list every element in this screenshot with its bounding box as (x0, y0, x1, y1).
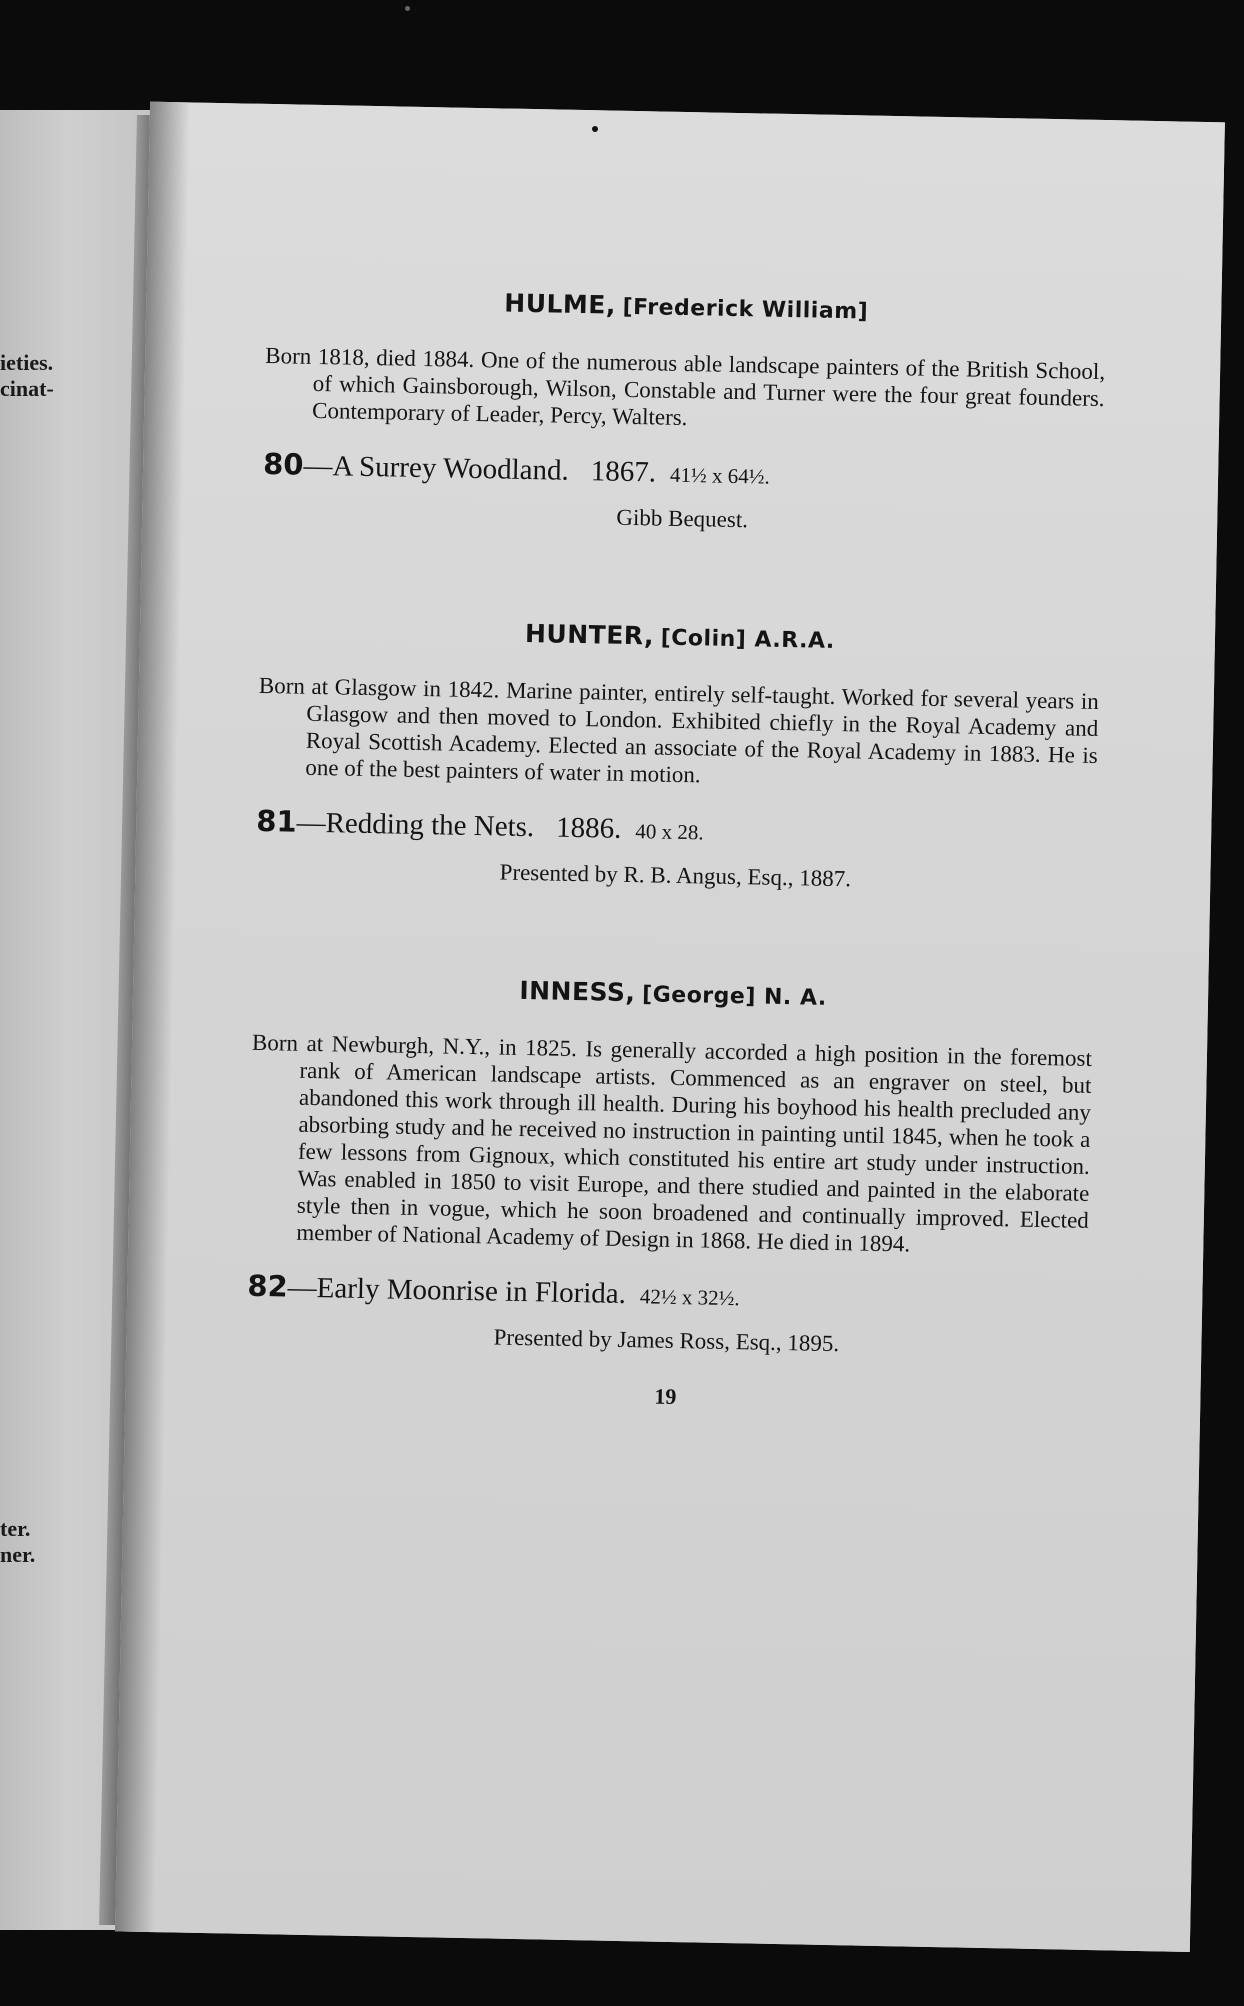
artwork-entry (247, 1269, 1088, 1322)
catalogue-page (115, 102, 1225, 1952)
artwork-credit: Gibb Bequest. (616, 504, 749, 533)
artist-given-name: [Colin] A.R.A. (660, 625, 836, 654)
artist-entry-hunter (255, 614, 1100, 897)
catalogue-number: 80 (262, 446, 304, 482)
left-page-fragment: cinat- (0, 376, 54, 401)
artwork-dimensions: 42½ x 32½. (639, 1284, 740, 1311)
page-number: 19 (654, 1383, 677, 1410)
artist-entry-hulme (262, 284, 1106, 540)
artist-surname: INNESS, (519, 975, 636, 1008)
artwork-dimensions: 41½ x 64½. (669, 462, 770, 489)
print-speck (592, 126, 598, 132)
artwork-credit: Presented by R. B. Angus, Esq., 1887. (499, 859, 852, 892)
artwork-title: —A Surrey Woodland. (303, 449, 570, 487)
artwork-entry (263, 447, 1104, 500)
artist-surname: HULME, (504, 288, 617, 320)
artist-given-name: [Frederick William] (622, 294, 869, 325)
artist-heading (266, 284, 1106, 330)
left-page-fragment: ieties. (0, 350, 54, 375)
artwork-credit: Presented by James Ross, Esq., 1895. (493, 1324, 840, 1357)
artwork-year: 1867. (590, 455, 657, 489)
artist-heading (260, 614, 1100, 660)
artist-surname: HUNTER, (524, 618, 655, 651)
artwork-title: —Redding the Nets. (296, 806, 535, 844)
print-speck (405, 6, 410, 11)
artist-heading (253, 971, 1093, 1017)
artist-entry-inness (246, 971, 1093, 1362)
left-page-fragment: ter. (0, 1516, 31, 1541)
artwork-year: 1886. (555, 811, 622, 845)
catalogue-number: 81 (255, 803, 297, 839)
artwork-dimensions: 40 x 28. (635, 819, 704, 845)
artist-biography: Born at Glasgow in 1842. Marine painter, entirely self-taught. Worked for several years in Glasgow and then moved to London. Exhibited chiefly in the Royal Academy and Royal Scottish Academy. Elected an associate of the Royal Academy in 1883. He is one of the best painters of water in motion. (258, 672, 1099, 788)
catalogue-number: 82 (247, 1268, 289, 1304)
artist-given-name: [George] N. A. (641, 982, 827, 1011)
artwork-title: —Early Moonrise in Florida. (287, 1271, 627, 1311)
left-page-fragment: ner. (0, 1542, 36, 1567)
artist-biography: Born at Newburgh, N.Y., in 1825. Is generally accorded a high position in the foremost rank of American landscape artists. Commenced as an engraver on steel, but abandoned this work through ill health. During his boyhood his health precluded any absorbing study and he received no instruction in painting until 1845, when he took a few lessons from Gignoux, which constituted his entire art study under instruction. Was enabled in 1850 to visit Europe, and there studied and painted in the elaborate style then in vogue, which he soon broadened and continually improved. Elected member of National Academy of Design in 1868. He died in 1894. (251, 1029, 1093, 1257)
page-content (245, 284, 1106, 1418)
artwork-entry (256, 804, 1097, 857)
artist-biography: Born 1818, died 1884. One of the numerous able landscape painters of the British School, of which Gainsborough, Wilson, Constable and Turner were the four great founders. Contemporary of Leader, Percy, Walters. (265, 342, 1106, 431)
